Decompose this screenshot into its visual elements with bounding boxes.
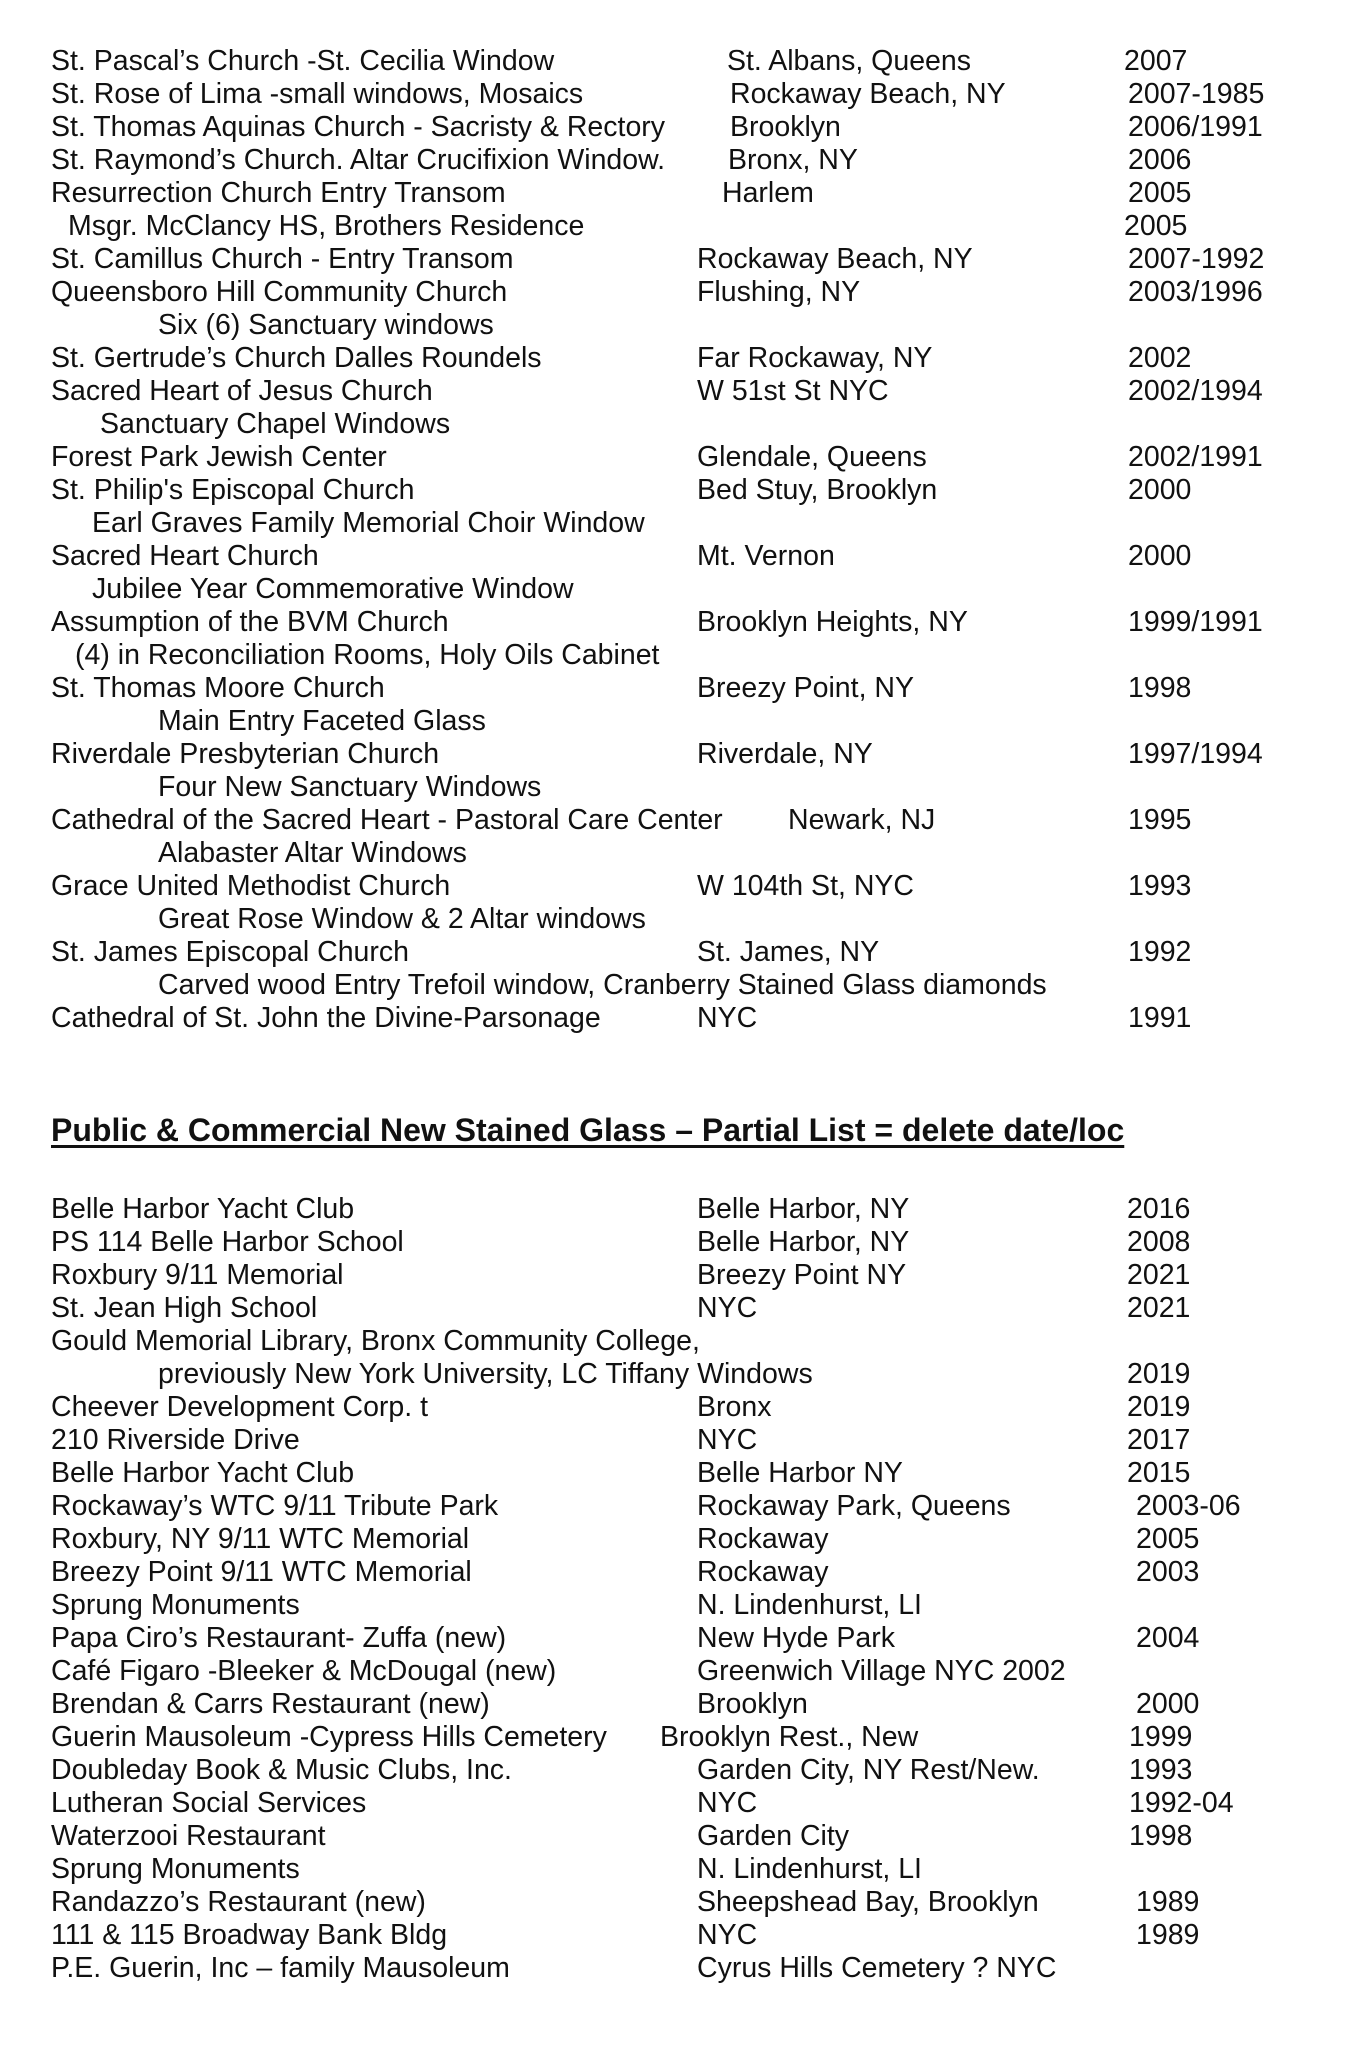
list-item-location: Garden City, NY Rest/New. [697,1754,1040,1786]
list-item-name: St. Camillus Church - Entry Transom [51,243,514,275]
list-item-location: N. Lindenhurst, LI [697,1853,922,1885]
list-item-name: Lutheran Social Services [51,1787,367,1819]
list-item-location: W 51st St NYC [697,375,889,407]
list-item-detail: Alabaster Altar Windows [158,837,467,869]
list-item-name: Sacred Heart Church [51,540,319,572]
list-item-year: 1998 [1129,1820,1193,1852]
list-item-name: St. Jean High School [51,1292,318,1324]
list-item-year: 2019 [1127,1358,1191,1390]
list-item-year: 2002/1991 [1128,441,1263,473]
list-item-location: Bronx, NY [728,144,858,176]
list-item-year: 2004 [1136,1622,1200,1654]
list-item-location: N. Lindenhurst, LI [697,1589,922,1621]
list-item-location: St. James, NY [697,936,880,968]
list-item-name: St. Thomas Moore Church [51,672,385,704]
list-item-location: Brooklyn Rest., New [660,1721,919,1753]
list-item-detail: Carved wood Entry Trefoil window, Cranberry Stained Glass diamonds [158,969,1047,1001]
list-item-name: Sacred Heart of Jesus Church [51,375,433,407]
list-item-year: 1993 [1129,1754,1193,1786]
list-item-name: Queensboro Hill Community Church [51,276,508,308]
list-item-name: Cathedral of the Sacred Heart - Pastoral Care Center [51,804,723,836]
list-item-name: Roxbury, NY 9/11 WTC Memorial [51,1523,470,1555]
list-item-location: W 104th St, NYC [697,870,914,902]
list-item-name: 210 Riverside Drive [51,1424,300,1456]
list-item-name: Doubleday Book & Music Clubs, Inc. [51,1754,512,1786]
list-item-year: 1992 [1128,936,1192,968]
list-item-year: 2003/1996 [1128,276,1263,308]
list-item-year: 1989 [1136,1886,1200,1918]
list-item-name: PS 114 Belle Harbor School [51,1226,404,1258]
list-item-year: 2016 [1127,1193,1191,1225]
list-item-location: Cyrus Hills Cemetery ? NYC [697,1952,1057,1984]
list-item-name: St. Gertrude’s Church Dalles Roundels [51,342,542,374]
list-item-location: NYC [697,1424,758,1456]
list-item-location: Mt. Vernon [697,540,835,572]
list-item-year: 1998 [1128,672,1192,704]
list-item-location: Breezy Point NY [697,1259,907,1291]
list-item-name: Waterzooi Restaurant [51,1820,326,1852]
list-item-name: Forest Park Jewish Center [51,441,387,473]
list-item-location: Breezy Point, NY [697,672,915,704]
list-item-name: Café Figaro -Bleeker & McDougal (new) [51,1655,557,1687]
list-item-year: 2003-06 [1136,1490,1241,1522]
list-item-name: Rockaway’s WTC 9/11 Tribute Park [51,1490,499,1522]
list-item-year: 2000 [1128,474,1192,506]
list-item-year: 1989 [1136,1919,1200,1951]
list-item-location: Brooklyn [697,1688,808,1720]
list-item-year: 2002 [1128,342,1192,374]
list-item-name: St. James Episcopal Church [51,936,409,968]
list-item-detail: Four New Sanctuary Windows [158,771,542,803]
list-item-year: 2003 [1136,1556,1200,1588]
list-item-year: 2019 [1127,1391,1191,1423]
list-item-name: Brendan & Carrs Restaurant (new) [51,1688,490,1720]
list-item-location: Rockaway Beach, NY [697,243,973,275]
list-item-detail: previously New York University, LC Tiffany Windows [158,1358,813,1390]
list-item-detail: Earl Graves Family Memorial Choir Window [92,507,645,539]
list-item-name: Sprung Monuments [51,1589,300,1621]
list-item-name: Cathedral of St. John the Divine-Parsonage [51,1002,601,1034]
list-item-location: Riverdale, NY [697,738,873,770]
list-item-year: 2006/1991 [1128,111,1263,143]
list-item-name: St. Rose of Lima -small windows, Mosaics [51,78,584,110]
list-item-location: NYC [697,1919,758,1951]
list-item-name: Sprung Monuments [51,1853,300,1885]
list-item-name: Riverdale Presbyterian Church [51,738,440,770]
list-item-name: Resurrection Church Entry Transom [51,177,506,209]
list-item-location: Brooklyn [730,111,841,143]
section-heading: Public & Commercial New Stained Glass – Partial List = delete date/loc [51,1112,1125,1148]
list-item-detail: Sanctuary Chapel Windows [100,408,451,440]
list-item-year: 2006 [1128,144,1192,176]
list-item-year: 1997/1994 [1128,738,1263,770]
list-item-year: 2007-1992 [1128,243,1265,275]
list-item-location: Rockaway Park, Queens [697,1490,1011,1522]
list-item-name: Belle Harbor Yacht Club [51,1193,355,1225]
list-item-year: 1999/1991 [1128,606,1263,638]
list-item-name: Msgr. McClancy HS, Brothers Residence [68,210,585,242]
list-item-year: 2007 [1124,45,1188,77]
list-item-year: 2005 [1124,210,1188,242]
list-item-name: Randazzo’s Restaurant (new) [51,1886,426,1918]
list-item-location: Belle Harbor, NY [697,1226,910,1258]
list-item-detail: (4) in Reconciliation Rooms, Holy Oils Cabinet [75,639,660,671]
list-item-location: Far Rockaway, NY [697,342,933,374]
list-item-year: 2017 [1127,1424,1191,1456]
list-item-name: Papa Ciro’s Restaurant- Zuffa (new) [51,1622,507,1654]
list-item-location: Newark, NJ [788,804,936,836]
list-item-detail: Jubilee Year Commemorative Window [92,573,574,605]
list-item-name: St. Pascal’s Church -St. Cecilia Window [51,45,555,77]
list-item-year: 2021 [1127,1259,1191,1291]
list-item-location: Brooklyn Heights, NY [697,606,968,638]
list-item-location: Belle Harbor, NY [697,1193,910,1225]
list-item-location: Greenwich Village NYC 2002 [697,1655,1066,1687]
list-item-name: Cheever Development Corp. t [51,1391,429,1423]
list-item-name: 111 & 115 Broadway Bank Bldg [51,1919,448,1951]
list-item-year: 2021 [1127,1292,1191,1324]
list-item-name: St. Raymond’s Church. Altar Crucifixion Window. [51,144,666,176]
list-item-name: Roxbury 9/11 Memorial [51,1259,344,1291]
list-item-year: 2000 [1136,1688,1200,1720]
list-item-name: St. Philip's Episcopal Church [51,474,415,506]
list-item-location: Flushing, NY [697,276,861,308]
list-item-name: Gould Memorial Library, Bronx Community College, [51,1325,700,1357]
list-item-year: 2008 [1127,1226,1191,1258]
list-item-year: 2015 [1127,1457,1191,1489]
list-item-location: Harlem [722,177,814,209]
list-item-year: 1995 [1128,804,1192,836]
list-item-detail: Great Rose Window & 2 Altar windows [158,903,646,935]
list-item-year: 1992-04 [1129,1787,1234,1819]
list-item-year: 2005 [1128,177,1192,209]
list-item-year: 2005 [1136,1523,1200,1555]
list-item-detail: Main Entry Faceted Glass [158,705,486,737]
list-item-detail: Six (6) Sanctuary windows [158,309,494,341]
list-item-location: NYC [697,1002,758,1034]
list-item-location: Sheepshead Bay, Brooklyn [697,1886,1039,1918]
list-item-name: Assumption of the BVM Church [51,606,449,638]
list-item-year: 2002/1994 [1128,375,1263,407]
list-item-location: St. Albans, Queens [727,45,971,77]
list-item-location: New Hyde Park [697,1622,895,1654]
list-item-name: Belle Harbor Yacht Club [51,1457,355,1489]
list-item-location: Bed Stuy, Brooklyn [697,474,938,506]
list-item-year: 2000 [1128,540,1192,572]
list-item-location: Garden City [697,1820,850,1852]
list-item-name: Breezy Point 9/11 WTC Memorial [51,1556,472,1588]
list-item-year: 1993 [1128,870,1192,902]
list-item-location: Rockaway [697,1556,829,1588]
list-item-year: 2007-1985 [1128,78,1265,110]
list-item-name: Guerin Mausoleum -Cypress Hills Cemetery [51,1721,607,1753]
list-item-location: Glendale, Queens [697,441,927,473]
list-item-location: Rockaway [697,1523,829,1555]
list-item-year: 1999 [1129,1721,1193,1753]
list-item-name: P.E. Guerin, Inc – family Mausoleum [51,1952,510,1984]
list-item-name: St. Thomas Aquinas Church - Sacristy & Rectory [51,111,666,143]
list-item-location: NYC [697,1292,758,1324]
list-item-location: Rockaway Beach, NY [730,78,1006,110]
list-item-location: NYC [697,1787,758,1819]
list-item-year: 1991 [1128,1002,1192,1034]
list-item-location: Belle Harbor NY [697,1457,903,1489]
list-item-name: Grace United Methodist Church [51,870,451,902]
list-item-location: Bronx [697,1391,772,1423]
